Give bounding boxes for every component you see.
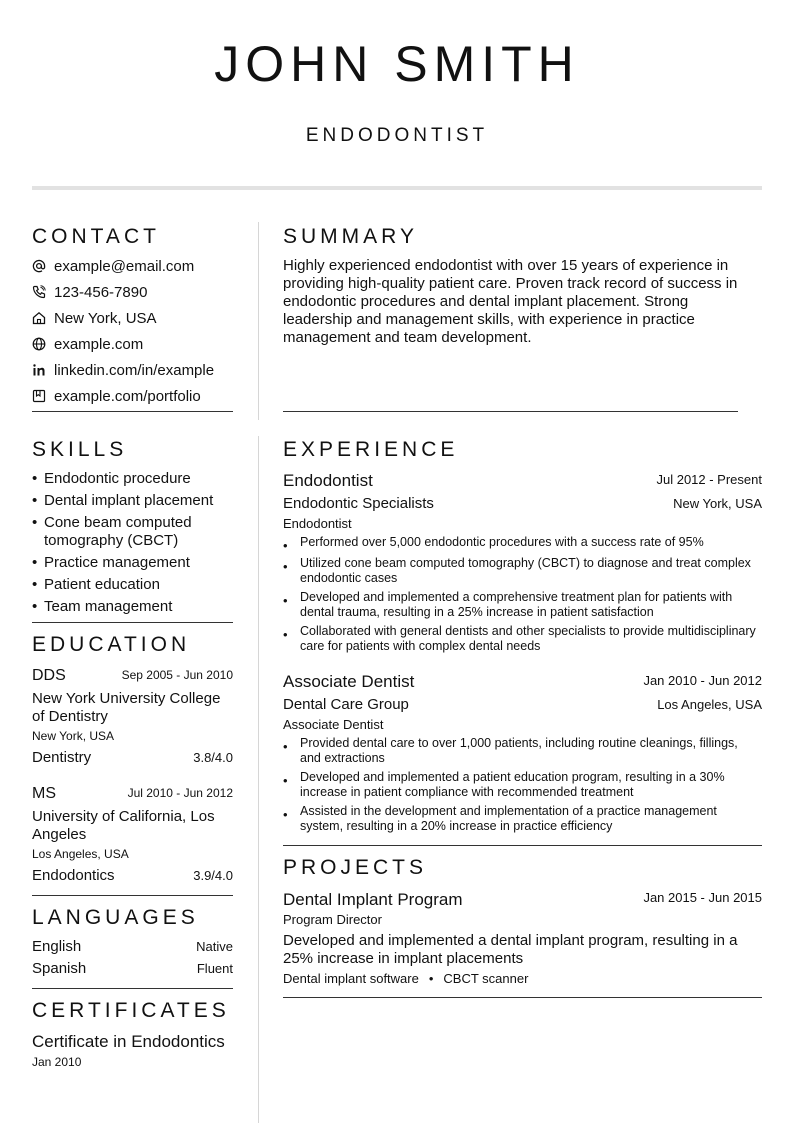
bullet-icon: • [283,807,288,822]
job-bullet: • Collaborated with general dentists and other specialists to provide multidisciplinary care for patients with complex dental needs [283,624,756,653]
job-bullet: • Assisted in the development and implementation of a practice management system, resulting in a 20% increase in practice efficiency [283,804,717,833]
skill-item: • Practice management [32,554,190,571]
skills-heading: SKILLS [32,438,128,461]
skill-item: • Endodontic procedure [32,470,191,487]
contact-linkedin[interactable] [32,360,214,380]
project-role: Program Director [283,912,382,927]
resume-job-title: ENDODONTIST [305,125,489,146]
experience-divider [283,845,762,846]
job-title: Endodontist [283,471,373,490]
bullet-icon: • [283,593,288,608]
header-divider [32,186,762,190]
education-school: University of California, Los Angeles [32,808,215,843]
contact-portfolio[interactable] [32,386,201,406]
language-level: Native [196,939,233,954]
education-degree: DDS [32,667,66,684]
bullet-icon: • [32,492,38,509]
project-title: Dental Implant Program [283,890,463,909]
education-heading: EDUCATION [32,633,191,656]
language-name: Spanish [32,960,87,977]
job-location: Los Angeles, USA [657,697,762,712]
education-location: Los Angeles, USA [32,847,129,861]
languages-divider [32,988,233,989]
certificates-heading: CERTIFICATES [32,999,230,1022]
globe-icon [32,337,46,351]
language-level: Fluent [196,961,233,976]
skill-item: • Team management [32,598,173,615]
projects-heading: PROJECTS [283,856,428,879]
summary-heading: SUMMARY [283,225,418,248]
education-dates: Sep 2005 - Jun 2010 [121,668,233,682]
job-title: Associate Dentist [283,672,415,691]
skill-item: • Cone beam computed tomography (CBCT) [32,514,192,549]
bullet-icon: • [283,773,288,788]
contact-phone[interactable] [32,282,147,302]
job-dates: Jul 2012 - Present [656,472,762,487]
job-bullet: • Utilized cone beam computed tomography (CBCT) to diagnose and treat complex endodontic cases [283,556,751,585]
education-location: New York, USA [32,729,115,743]
project-tools [283,971,528,987]
project-tool: CBCT scanner [443,971,529,986]
certificate-date: Jan 2010 [32,1055,82,1069]
contact-portfolio-text: example.com/portfolio [54,387,201,405]
projects-divider [283,997,762,998]
education-gpa: 3.9/4.0 [193,868,233,883]
job-company: Dental Care Group [283,696,409,713]
contact-website-text: example.com [54,335,144,353]
at-icon [32,259,46,273]
column-divider [258,436,259,1123]
contact-location [32,308,157,328]
job-company: Endodontic Specialists [283,495,434,512]
education-field: Dentistry [32,749,92,766]
education-dates: Jul 2010 - Jun 2012 [127,786,233,800]
bullet-icon: • [32,470,38,487]
bullet-icon: • [283,559,288,574]
job-role: Endodontist [283,516,352,531]
bullet-icon: • [283,627,288,642]
summary-text: Highly experienced endodontist with over 15 years of experience in providing high-quality patient care. Proven track record of success in endodontic procedures and dental implant placement. Strong leadership and management skills, with experience in practice management and team development. [283,257,738,346]
portfolio-icon [32,389,46,403]
experience-heading: EXPERIENCE [283,438,459,461]
bullet-icon: • [32,598,38,615]
education-school: New York University College of Dentistry [32,690,221,725]
project-tool: Dental implant software [283,971,419,986]
job-location: New York, USA [673,496,762,511]
skill-item: • Dental implant placement [32,492,214,509]
phone-icon [32,285,46,299]
project-description: Developed and implemented a dental implant program, resulting in a 25% increase in implant placements [283,932,738,967]
contact-heading: CONTACT [32,225,160,248]
skill-item: • Patient education [32,576,160,593]
job-bullet: • Performed over 5,000 endodontic procedures with a success rate of 95% [283,535,704,553]
bullet-icon: • [32,554,38,571]
education-divider [32,895,233,896]
contact-email-text: example@email.com [54,257,195,275]
bullet-icon: • [32,514,38,531]
contact-website[interactable] [32,334,143,354]
contact-phone-text: 123-456-7890 [54,283,148,301]
bullet-icon: • [428,971,434,986]
column-divider [258,222,259,420]
job-dates: Jan 2010 - Jun 2012 [643,673,762,688]
bullet-icon: • [283,739,288,754]
bullet-icon: • [283,538,288,553]
home-icon [32,311,46,325]
job-bullet: • Developed and implemented a patient education program, resulting in a 30% increase in patient compliance with recommended treatment [283,770,725,799]
bullet-icon: • [32,576,38,593]
linkedin-icon [32,363,46,377]
job-bullet: • Provided dental care to over 1,000 patients, including routine cleanings, fillings, and extractions [283,736,738,765]
contact-location-text: New York, USA [54,309,157,327]
education-degree: MS [32,785,56,802]
contact-email[interactable] [32,256,194,276]
project-dates: Jan 2015 - Jun 2015 [643,890,762,905]
job-bullet: • Developed and implemented a comprehensive treatment plan for patients with dental trauma, resulting in a 25% increase in patient satisfaction [283,590,733,619]
education-field: Endodontics [32,867,115,884]
certificate-name: Certificate in Endodontics [32,1032,225,1051]
language-name: English [32,938,82,955]
resume-name: JOHN SMITH [214,36,580,92]
languages-heading: LANGUAGES [32,906,199,929]
contact-divider [32,411,233,412]
skills-divider [32,622,233,623]
education-gpa: 3.8/4.0 [193,750,233,765]
contact-linkedin-text: linkedin.com/in/example [54,361,215,379]
job-role: Associate Dentist [283,717,384,732]
summary-divider [283,411,738,412]
